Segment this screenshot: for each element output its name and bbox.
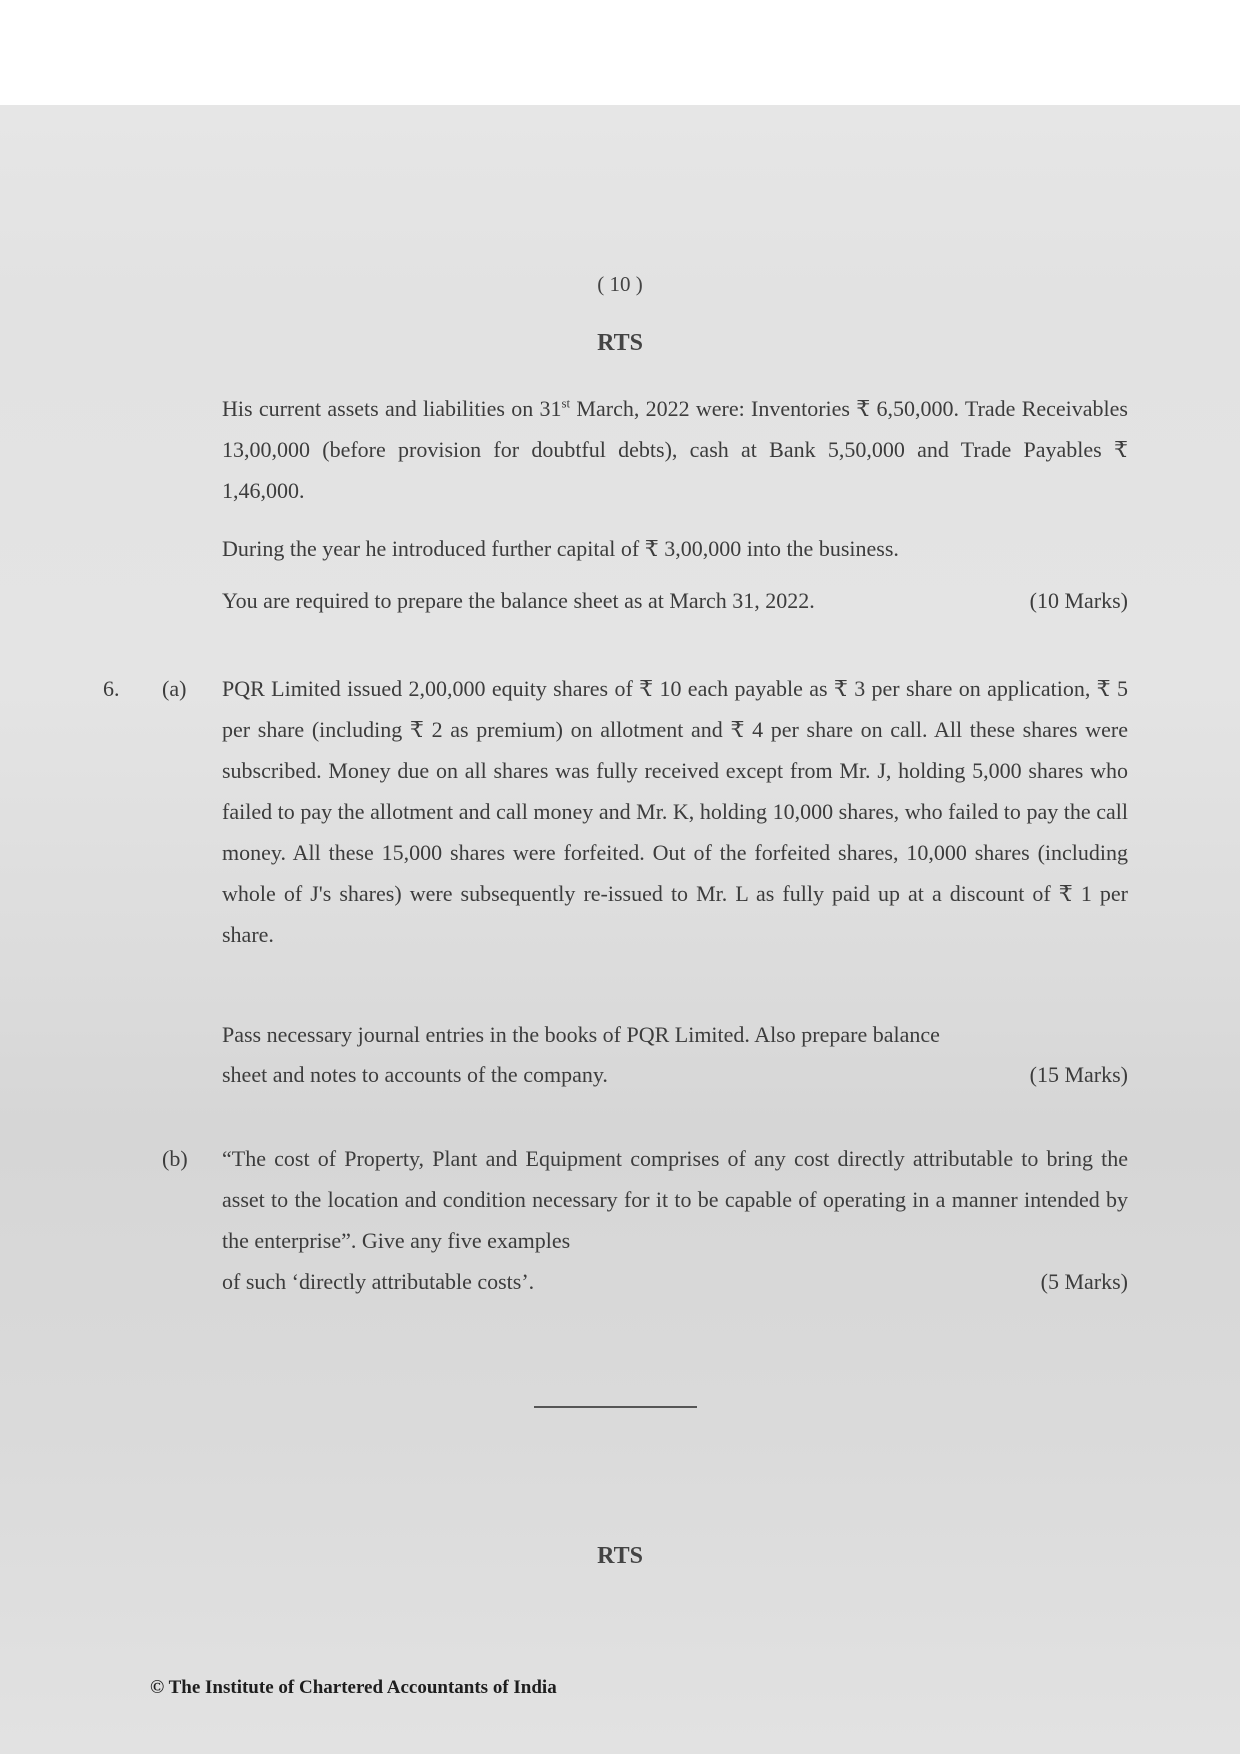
q6b-problem-text: “The cost of Property, Plant and Equipment comprises of any cost directly attributable to bring the asset to the location and condition necessary for it to be capable of operating in a manner intended by the enterprise”. Give any five examples: [222, 1146, 1128, 1253]
q5-marks: (10 Marks): [1029, 588, 1128, 613]
footer-code: RTS: [597, 1543, 643, 1569]
question-6-number: 6.: [103, 676, 120, 701]
q6a-marks: (15 Marks): [1029, 1062, 1128, 1087]
q6a-instruction-line2: [222, 1054, 1128, 1095]
end-of-question-rule: [534, 1406, 697, 1408]
q5-para1-end: March, 2022 were: Inventories ₹ 6,50,000. Trade Receivables 13,00,000 (before provision for doubtful debts), cash at Bank 5,50,000 and Trade Payables ₹ 1,46,000.: [222, 396, 1128, 503]
q6-part-b-label: (b): [162, 1146, 188, 1171]
q5-para1-superscript: st: [561, 395, 571, 411]
page-number: ( 10 ): [597, 272, 643, 296]
header-code: RTS: [597, 330, 643, 356]
q5-current-assets-paragraph: [222, 388, 1128, 511]
q5-capital-paragraph: During the year he introduced further capital of ₹ 3,00,000 into the business.: [222, 536, 899, 561]
q6-part-a-label: (a): [162, 676, 187, 701]
q6a-instruction-line1: Pass necessary journal entries in the books of PQR Limited. Also prepare balance: [222, 1022, 940, 1047]
q6b-last-line-text: of such ‘directly attributable costs’.: [222, 1269, 535, 1294]
q6b-last-line: [222, 1261, 1128, 1302]
q5-requirement-text: You are required to prepare the balance sheet as at March 31, 2022.: [222, 588, 815, 613]
q6a-problem-text: PQR Limited issued 2,00,000 equity shares of ₹ 10 each payable as ₹ 3 per share on application, ₹ 5 per share (including ₹ 2 as premium) on allotment and ₹ 4 per share on call. All these shares were subscribed. Money due on all shares was fully received except from Mr. J, holding 5,000 shares who failed to pay the allotment and call money and Mr. K, holding 10,000 shares, who failed to pay the call money. All these 15,000 shares were forfeited. Out of the forfeited shares, 10,000 shares (including whole of J's shares) were subsequently re-issued to Mr. L as fully paid up at a discount of ₹ 1 per share.: [222, 676, 1128, 947]
q5-requirement-line: [222, 580, 1128, 621]
q6a-instruction-text: sheet and notes to accounts of the company.: [222, 1062, 608, 1087]
q5-para1-start: His current assets and liabilities on 31: [222, 396, 562, 421]
q6b-marks: (5 Marks): [1040, 1269, 1128, 1294]
copyright-notice: © The Institute of Chartered Accountants of India: [150, 1677, 557, 1698]
